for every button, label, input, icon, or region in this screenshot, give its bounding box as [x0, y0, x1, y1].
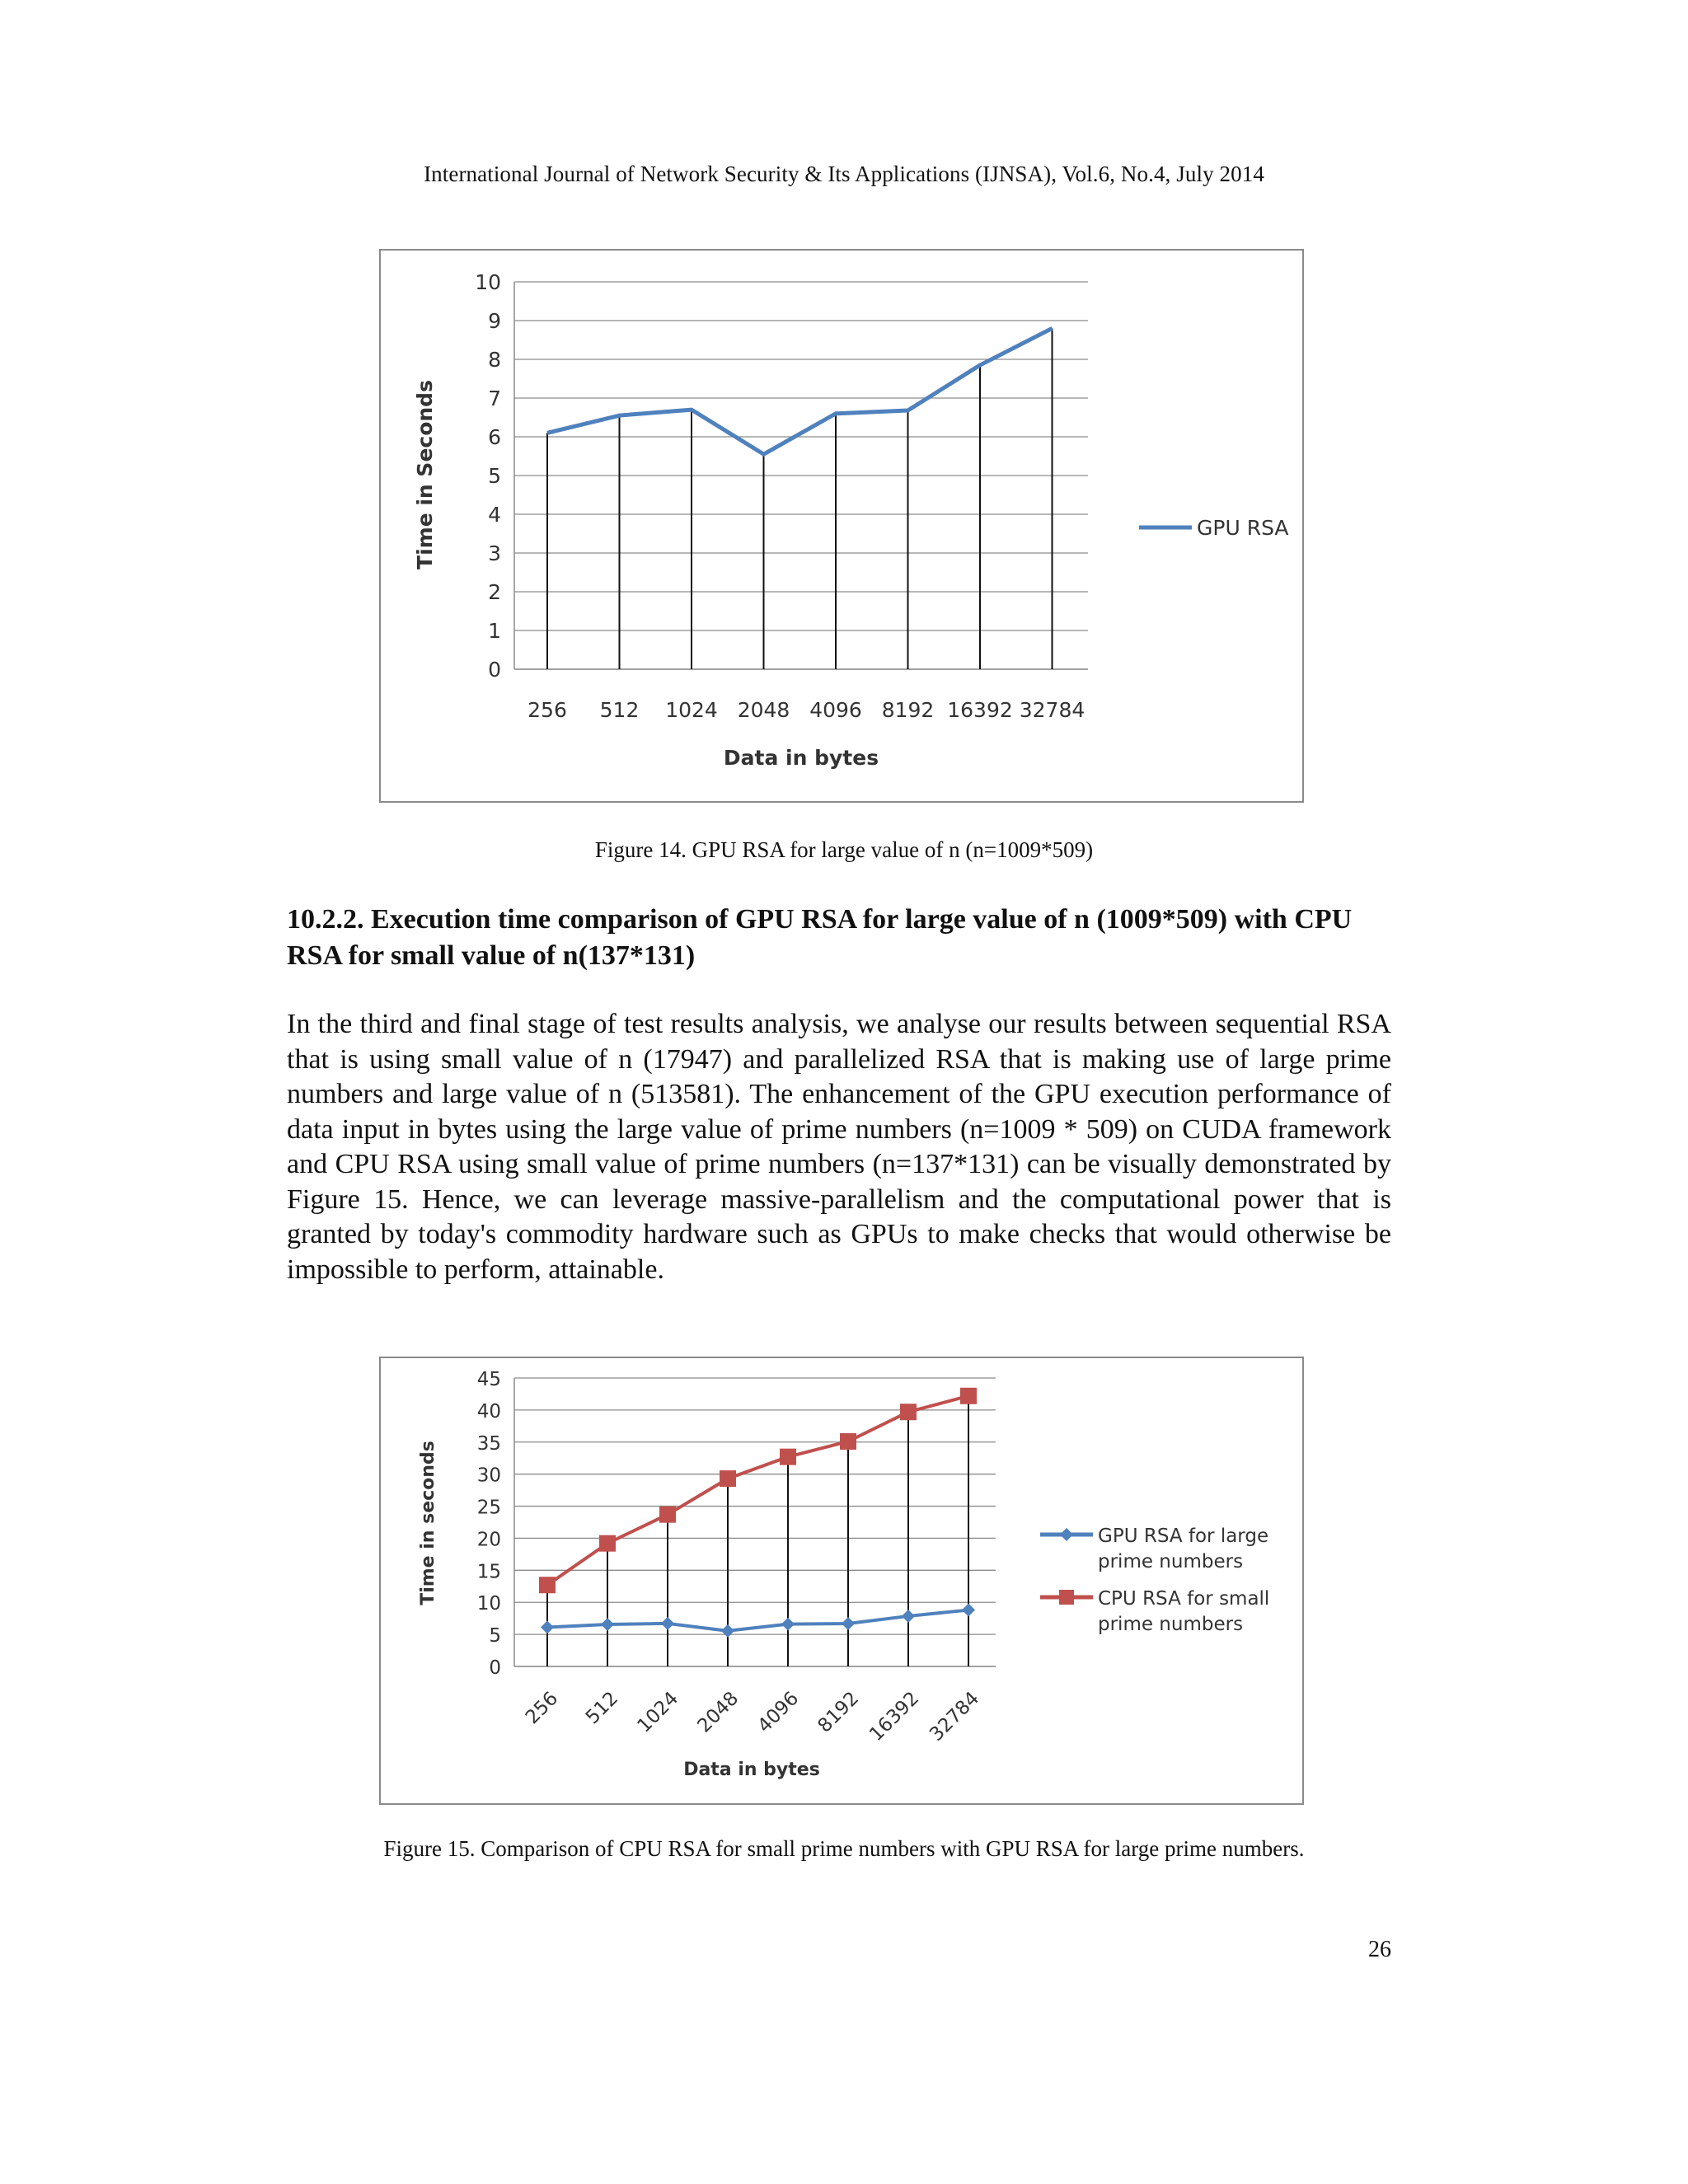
gpu-rsa-line-chart — [381, 251, 1302, 801]
figure-14-chart — [379, 249, 1304, 803]
journal-header: International Journal of Network Security & Its Applications (IJNSA), Vol.6, No.4, July 2014 — [424, 162, 1264, 186]
series-line — [547, 1396, 968, 1585]
y-tick-label: 9 — [488, 309, 501, 333]
x-tick-label: 8192 — [881, 698, 935, 722]
y-tick-label: 2 — [488, 580, 501, 604]
data-point — [539, 1577, 556, 1593]
legend-label: GPU RSA for large — [1098, 1526, 1269, 1547]
y-tick-label: 8 — [488, 348, 501, 372]
data-point — [599, 1535, 616, 1552]
legend-label: prime numbers — [1098, 1614, 1244, 1635]
data-point — [902, 1610, 915, 1623]
x-tick-label: 256 — [528, 698, 567, 722]
data-point — [659, 1507, 676, 1523]
x-tick-label: 256 — [521, 1687, 563, 1729]
y-tick-label: 1 — [488, 619, 501, 643]
data-point — [721, 1624, 734, 1638]
y-tick-label: 4 — [488, 503, 501, 527]
x-tick-label: 16392 — [865, 1687, 924, 1746]
y-axis-label: Time in seconds — [418, 1441, 438, 1605]
x-tick-label: 4096 — [753, 1687, 804, 1737]
y-tick-label: 35 — [476, 1432, 501, 1455]
data-point — [900, 1404, 917, 1420]
figure-14-caption: Figure 14. GPU RSA for large value of n (n=1009*509) — [594, 837, 1094, 862]
cpu-gpu-comparison-chart — [381, 1358, 1302, 1803]
data-point — [781, 1618, 795, 1631]
y-tick-label: 6 — [488, 425, 501, 449]
series-line — [547, 328, 1053, 454]
data-point — [541, 1621, 554, 1634]
y-tick-label: 25 — [476, 1497, 501, 1519]
y-tick-label: 10 — [475, 270, 501, 294]
x-tick-label: 16392 — [947, 698, 1013, 722]
figure-15-caption: Figure 15. Comparison of CPU RSA for small prime numbers with GPU RSA for large prime numbers. — [383, 1836, 1305, 1861]
y-tick-label: 10 — [476, 1593, 501, 1615]
data-point — [720, 1470, 736, 1487]
y-tick-label: 5 — [488, 464, 501, 488]
y-tick-label: 0 — [488, 658, 501, 682]
y-tick-label: 3 — [488, 541, 501, 565]
data-point — [842, 1617, 855, 1630]
legend-label: prime numbers — [1098, 1551, 1244, 1572]
x-tick-label: 32784 — [926, 1687, 984, 1746]
x-tick-label: 1024 — [665, 698, 718, 722]
y-axis-label: Time in Seconds — [413, 380, 437, 569]
data-point — [960, 1388, 977, 1404]
y-tick-label: 5 — [489, 1625, 501, 1647]
x-axis-label: Data in bytes — [683, 1760, 820, 1780]
x-tick-label: 512 — [581, 1687, 623, 1729]
x-axis-label: Data in bytes — [723, 746, 879, 770]
data-point — [962, 1604, 975, 1617]
y-tick-label: 20 — [476, 1529, 501, 1551]
x-tick-label: 4096 — [809, 698, 862, 722]
section-heading: 10.2.2. Execution time comparison of GPU RSA for large value of n (1009*509) with CPU RSA for small value of n(137*131) — [287, 904, 1353, 971]
x-tick-label: 512 — [599, 698, 640, 722]
legend-label: CPU RSA for small — [1098, 1588, 1270, 1610]
data-point — [840, 1433, 856, 1450]
data-point — [780, 1449, 796, 1465]
legend-marker — [1060, 1528, 1073, 1541]
y-tick-label: 7 — [488, 387, 501, 410]
x-tick-label: 1024 — [633, 1687, 683, 1737]
data-point — [601, 1618, 614, 1631]
y-tick-label: 30 — [476, 1465, 501, 1487]
x-tick-label: 32784 — [1019, 698, 1085, 722]
page-number: 26 — [1368, 1937, 1391, 1962]
data-point — [661, 1617, 674, 1630]
y-tick-label: 40 — [476, 1400, 501, 1422]
section-paragraph: In the third and final stage of test results analysis, we analyse our results between sequential RSA that is using small value of n (17947) and parallelized RSA that is making use of large prime numbers and large value of n (513581). The enhancement of the GPU execution performance of data input in bytes using the large value of prime numbers (n=1009 * 509) on CUDA framework and CPU RSA using small value of prime numbers (n=137*131) can be visually demonstrated by Figure 15. Hence, we can leverage massive-parallelism and the computational power that is granted by today's commodity hardware such as GPUs to make checks that would otherwise be impossible to perform, attainable. — [287, 1009, 1391, 1285]
x-tick-label: 2048 — [737, 698, 790, 722]
y-tick-label: 45 — [476, 1369, 501, 1390]
x-tick-label: 8192 — [814, 1687, 864, 1737]
figure-15-chart — [379, 1357, 1304, 1805]
y-tick-label: 0 — [489, 1657, 501, 1679]
y-tick-label: 15 — [476, 1561, 501, 1583]
legend-label: GPU RSA — [1197, 516, 1289, 540]
x-tick-label: 2048 — [693, 1687, 743, 1737]
legend-marker — [1059, 1590, 1074, 1605]
